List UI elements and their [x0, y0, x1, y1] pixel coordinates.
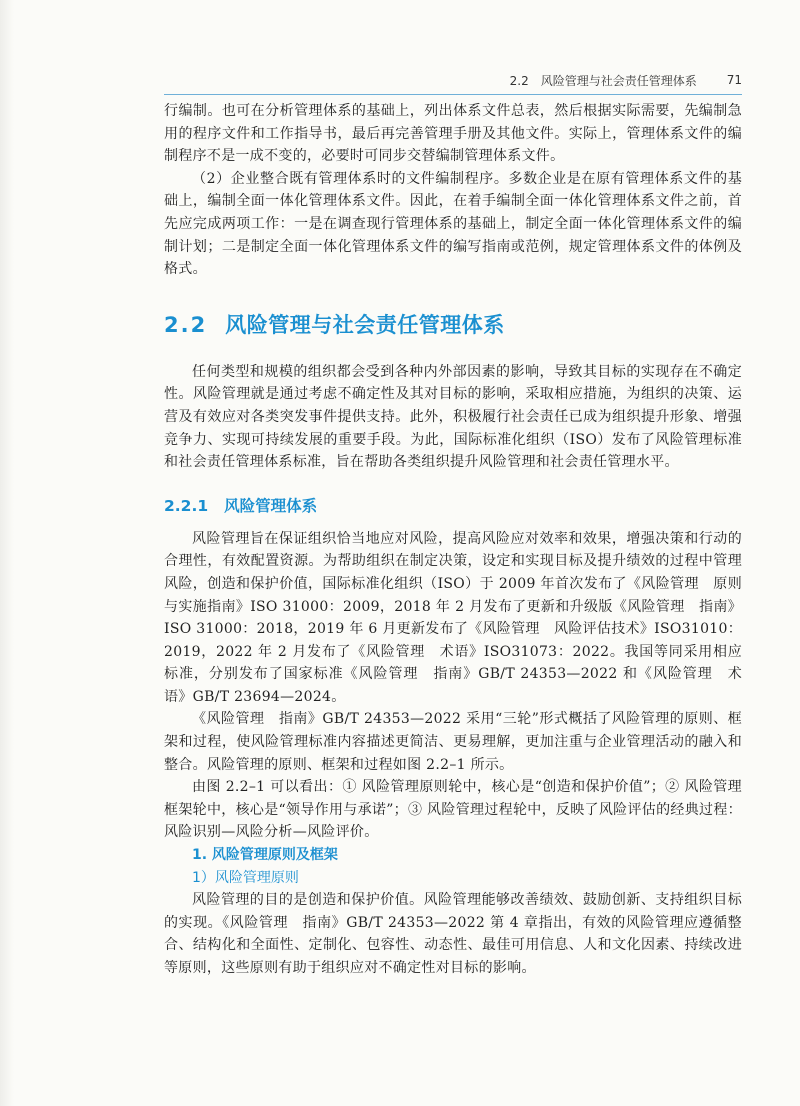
subsection-paragraph-1: 风险管理旨在保证组织恰当地应对风险，提高风险应对效率和效果，增强决策和行动的合理性，有效配置资源。为帮助组织在制定决策，设定和实现目标及提升绩效的过程中管理风险，创造和保护价值，国际标准化组织（ISO）于 2009 年首次发布了《风险管理 原则与实施指南》ISO 31000：2009，2018 年 2 月发布了更新和升级版《风险管理 指南》ISO 31000：2018，2019 年 6 月更新发布了《风险管理 风险评估技术》ISO31010：2019，2022 年 2 月发布了《风险管理 术语》ISO31073：2022。我国等同采用相应标准，分别发布了国家标准《风险管理 指南》GB/T 24353—2022 和《风险管理 术语》GB/T 23694—2024。 [164, 530, 742, 705]
paragraph-continued: 行编制。也可在分析管理体系的基础上，列出体系文件总表，然后根据实际需要，先编制急用的程序文件和工作指导书，最后再完善管理手册及其他文件。实际上，管理体系文件的编制程序不是一成不变的，必要时可同步交替编制管理体系文件。 [164, 103, 742, 165]
subsection-paragraph-2: 《风险管理 指南》GB/T 24353—2022 采用“三轮”形式概括了风险管理的原则、框架和过程，使风险管理标准内容描述更简洁、更易理解，更加注重与企业管理活动的融入和整合。风险管理的原则、框架和过程如图 2.2–1 所示。 [164, 711, 742, 773]
section-intro-paragraph: 任何类型和规模的组织都会受到各种内外部因素的影响，导致其目标的实现存在不确定性。风险管理就是通过考虑不确定性及其对目标的影响，采取相应措施，为组织的决策、运营及有效应对各类突发事件提供支持。此外，积极履行社会责任已成为组织提升形象、增强竞争力、实现可持续发展的重要手段。为此，国际标准化组织（ISO）发布了风险管理标准和社会责任管理体系标准，旨在帮助各类组织提升风险管理和社会责任管理水平。 [164, 363, 742, 471]
subsection-title: 风险管理体系 [224, 496, 318, 515]
page-number: 71 [726, 73, 742, 87]
running-header [164, 66, 742, 95]
section-title: 风险管理与社会责任管理体系 [225, 312, 505, 337]
page-body [164, 100, 742, 980]
section-number: 2.2 [164, 312, 208, 337]
section-heading [164, 309, 742, 339]
running-title: 2.2 风险管理与社会责任管理体系 [509, 73, 697, 88]
heading-level-4: 1. 风险管理原则及框架 [192, 847, 338, 864]
subsection-heading [164, 494, 742, 516]
heading-level-5: 1）风险管理原则 [192, 869, 299, 886]
subsection-paragraph-3: 由图 2.2–1 可以看出：① 风险管理原则轮中，核心是“创造和保护价值”；② 风险管理框架轮中，核心是“领导作用与承诺”；③ 风险管理过程轮中，反映了风险评估的经典过程：风险识别—风险分析—风险评价。 [164, 779, 742, 841]
page-edge-shadow [0, 0, 14, 1106]
subsection-number: 2.2.1 [164, 496, 209, 515]
principles-paragraph: 风险管理的目的是创造和保护价值。风险管理能够改善绩效、鼓励创新、支持组织目标的实现。《风险管理 指南》GB/T 24353—2022 第 4 章指出，有效的风险管理应遵循整合、结构化和全面性、定制化、包容性、动态性、最佳可用信息、人和文化因素、持续改进等原则，这些原则有助于组织应对不确定性对目标的影响。 [164, 892, 742, 976]
paragraph-item-2: （2）企业整合既有管理体系时的文件编制程序。多数企业是在原有管理体系文件的基础上，编制全面一体化管理体系文件。因此，在着手编制全面一体化管理体系文件之前，首先应完成两项工作：一是在调查现行管理体系的基础上，制定全面一体化管理体系文件的编制计划；二是制定全面一体化管理体系文件的编写指南或范例，规定管理体系文件的体例及格式。 [164, 170, 742, 278]
